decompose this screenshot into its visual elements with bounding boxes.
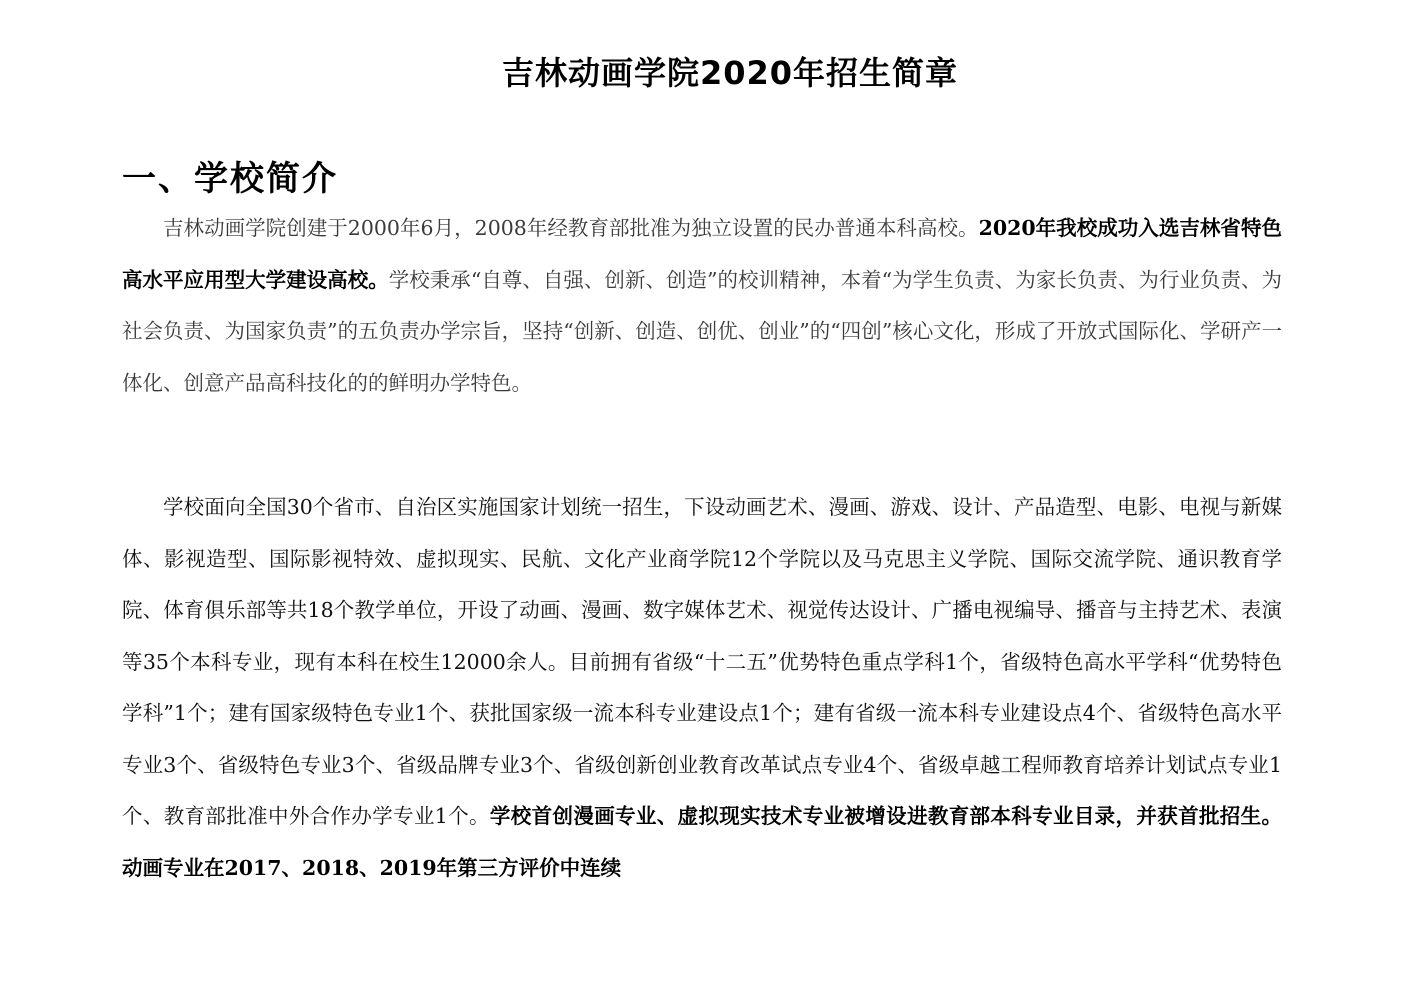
paragraph-bold-text: 2020年我校成功入选吉林省特色高水平应用型大学建设高校。 bbox=[122, 216, 1282, 292]
section-heading: 一、学校简介 bbox=[122, 159, 338, 199]
paragraph-bold-text: 学校首创漫画专业、虚拟现实技术专业被增设进教育部本科专业目录，并获首批招生。 bbox=[489, 804, 1283, 828]
intro-paragraph-1 bbox=[122, 203, 1282, 409]
paragraph-text: 学校面向全国30个省市、自治区实施国家计划统一招生，下设动画艺术、漫画、游戏、设计、产品造型、电影、电视与新媒体、影视造型、国际影视特效、虚拟现实、民航、文化产业商学院12个学院以及马克思主义学院、国际交流学院、通识教育学院、体育俱乐部等共18个教学单位，开设了动画、漫画、数字媒体艺术、视觉传达设计、广播电视编导、播音与主持艺术、表演等35个本科专业，现有本科在校生12000余人。目前拥有省级“十二五”优势特色重点学科1个，省级特色高水平学科“优势特色学科”1个；建有国家级特色专业1个、获批国家级一流本科专业建设点1个；建有省级一流本科专业建设点4个、省级特色高水平专业3个、省级特色专业3个、省级品牌专业3个、省级创新创业教育改革试点专业4个、省级卓越工程师教育培养计划试点专业1个、教育部批准中外合作办学专业1个。 bbox=[122, 495, 1282, 828]
document-title: 吉林动画学院2020年招生简章 bbox=[501, 54, 959, 92]
paragraph-text: 吉林动画学院创建于2000年6月，2008年经教育部批准为独立设置的民办普通本科高校。 bbox=[163, 216, 979, 240]
intro-paragraph-2 bbox=[122, 482, 1282, 894]
paragraph-bold-text: 动画专业在2017、2018、2019年第三方评价中连续 bbox=[122, 855, 622, 880]
paragraph-text: 学校秉承“自尊、自强、创新、创造”的校训精神，本着“为学生负责、为家长负责、为行业负责、为社会负责、为国家负责”的五负责办学宗旨，坚持“创新、创造、创优、创业”的“四创”核心文化，形成了开放式国际化、学研产一体化、创意产品高科技化的的鲜明办学特色。 bbox=[122, 267, 1282, 395]
